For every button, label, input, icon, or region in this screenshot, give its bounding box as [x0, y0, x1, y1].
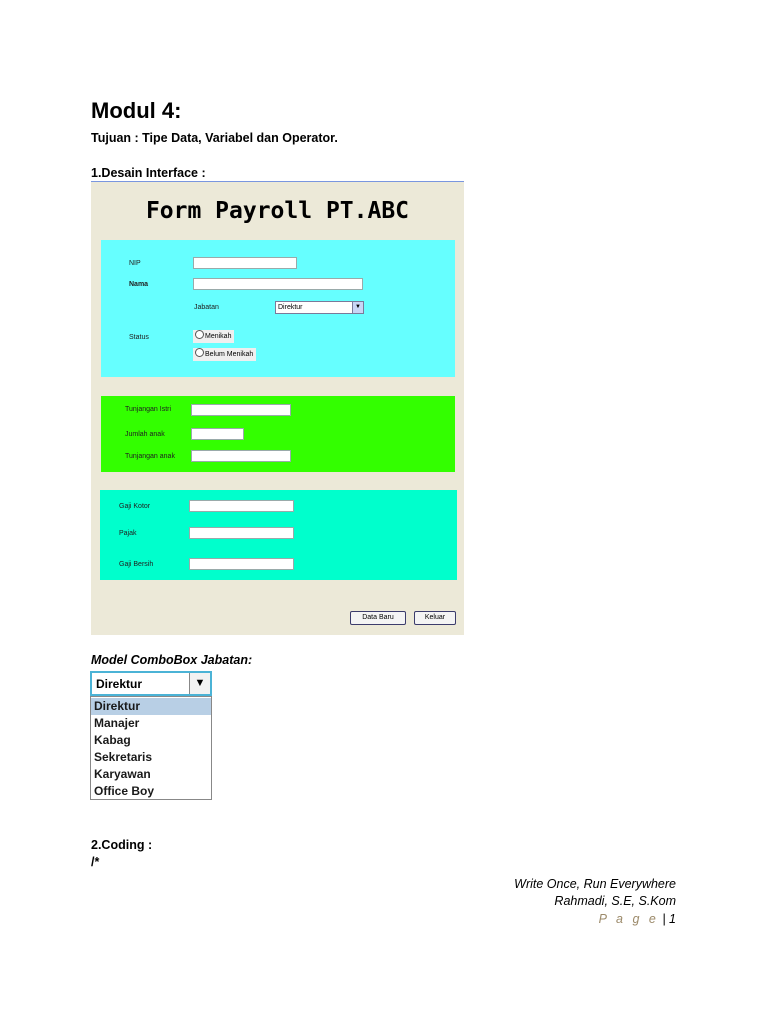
jumlah-anak-label: Jumlah anak	[125, 431, 165, 438]
section-coding-heading: 2.Coding :	[91, 838, 153, 852]
tunjangan-anak-field[interactable]	[191, 450, 291, 462]
radio-button-icon	[195, 330, 204, 339]
footer-page	[599, 911, 676, 928]
combobox-option[interactable]: Sekretaris	[94, 750, 153, 764]
status-label: Status	[129, 334, 149, 341]
objective-text: Tujuan : Tipe Data, Variabel dan Operator.	[91, 131, 338, 145]
chevron-down-icon[interactable]: ▼	[189, 673, 210, 694]
pajak-field[interactable]	[189, 527, 294, 539]
combobox-option-list	[90, 696, 212, 800]
radio-menikah-label: Menikah	[205, 333, 232, 340]
gaji-kotor-field[interactable]	[189, 500, 294, 512]
jabatan-label: Jabatan	[194, 304, 219, 311]
keluar-button[interactable]: Keluar	[414, 611, 456, 625]
module-heading: Modul 4:	[91, 98, 182, 123]
radio-belum-label: Belum Menikah	[205, 351, 254, 358]
radio-belum-menikah[interactable]	[193, 348, 256, 361]
combo-caption: Model ComboBox Jabatan:	[91, 653, 253, 667]
section-design-heading: 1.Desain Interface :	[91, 166, 206, 180]
form-title: Form Payroll PT.ABC	[145, 198, 410, 224]
footer-author: Rahmadi, S.E, S.Kom	[554, 894, 676, 908]
nip-label: NIP	[129, 260, 141, 267]
tunjangan-istri-field[interactable]	[191, 404, 291, 416]
combobox-option[interactable]: Kabag	[94, 733, 131, 747]
jabatan-combo-value: Direktur	[278, 304, 303, 311]
combobox-option[interactable]: Direktur	[91, 698, 211, 715]
page-separator: |	[662, 912, 666, 926]
combobox-selected-value: Direktur	[96, 677, 143, 691]
gaji-bersih-label: Gaji Bersih	[119, 561, 154, 568]
allowance-panel	[101, 396, 455, 472]
combobox-option[interactable]: Manajer	[94, 716, 140, 730]
jabatan-combo[interactable]	[275, 301, 364, 314]
combobox-option[interactable]: Office Boy	[94, 784, 155, 798]
tunjangan-anak-label: Tunjangan anak	[125, 453, 175, 460]
combobox-option[interactable]: Karyawan	[94, 767, 151, 781]
gaji-kotor-label: Gaji Kotor	[119, 503, 151, 510]
salary-panel	[100, 490, 457, 580]
tunjangan-istri-label: Tunjangan Istri	[125, 406, 172, 413]
code-comment-start: /*	[91, 855, 100, 869]
employee-panel	[101, 240, 455, 377]
chevron-down-icon[interactable]: ▼	[352, 302, 363, 313]
gaji-bersih-field[interactable]	[189, 558, 294, 570]
jabatan-combobox-model[interactable]	[90, 671, 212, 696]
page-word: P a g e	[598, 912, 659, 926]
payroll-form-screenshot	[91, 181, 464, 635]
radio-button-icon	[195, 348, 204, 357]
radio-menikah[interactable]	[193, 330, 234, 343]
pajak-label: Pajak	[119, 530, 137, 537]
jumlah-anak-field[interactable]	[191, 428, 244, 440]
nip-field[interactable]	[193, 257, 297, 269]
page-number: 1	[669, 912, 676, 926]
data-baru-button[interactable]: Data Baru	[350, 611, 406, 625]
footer-slogan: Write Once, Run Everywhere	[514, 877, 676, 891]
nama-label: Nama	[129, 281, 149, 288]
nama-field[interactable]	[193, 278, 363, 290]
